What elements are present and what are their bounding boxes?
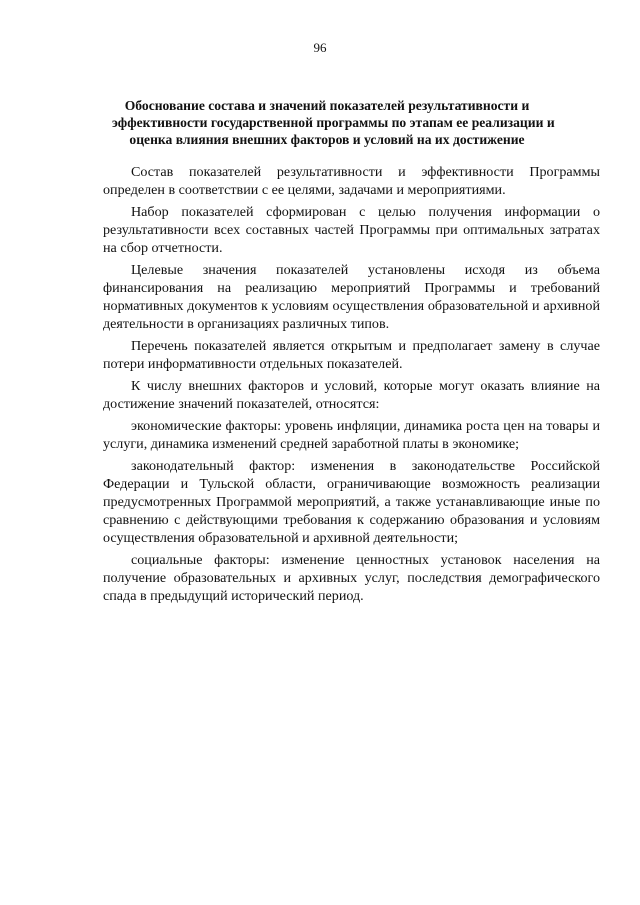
page-number: 96 <box>313 40 327 55</box>
paragraph-open-list: Перечень показателей является открытым и предполагает замену в случае потери информативности отдельных показателей. <box>103 338 600 372</box>
paragraph-social-factors: социальные факторы: изменение ценностных установок населения на получение образовательных и архивных услуг, последствия демографического спада в предыдущий исторический период. <box>103 552 600 604</box>
heading-line-1: Обоснование состава и значений показателей результативности и <box>124 98 530 113</box>
paragraph-economic-factors: экономические факторы: уровень инфляции, динамика роста цен на товары и услуги, динамика изменений средней заработной платы в экономике; <box>103 418 600 452</box>
heading-line-3: оценка влияния внешних факторов и условий на их достижение <box>129 132 525 147</box>
heading-line-2: эффективности государственной программы по этапам ее реализации и <box>112 115 555 130</box>
paragraph-indicator-composition: Состав показателей результативности и эффективности Программы определен в соответствии с ее целями, задачами и мероприятиями. <box>103 164 600 198</box>
paragraph-target-values: Целевые значения показателей установлены исходя из объема финансирования на реализацию мероприятий Программы и требований нормативных документов к условиям осуществления образовательной и архивной деятельности в организациях различных типов. <box>103 262 600 332</box>
body-text <box>103 163 600 605</box>
paragraph-legislative-factor: законодательный фактор: изменения в законодательстве Российской Федерации и Тульской области, ограничивающие возможность реализации предусмотренных Программой мероприятий, а также устанавливающие иные по сравнению с действующими требования к содержанию образования и условиям осуществления образовательной и архивной деятельности; <box>103 458 600 546</box>
paragraph-indicator-set: Набор показателей сформирован с целью получения информации о результативности всех составных частей Программы при оптимальных затратах на сбор отчетности. <box>103 204 600 256</box>
section-heading <box>112 97 555 148</box>
paragraph-external-factors-intro: К числу внешних факторов и условий, которые могут оказать влияние на достижение значений показателей, относятся: <box>103 378 600 412</box>
